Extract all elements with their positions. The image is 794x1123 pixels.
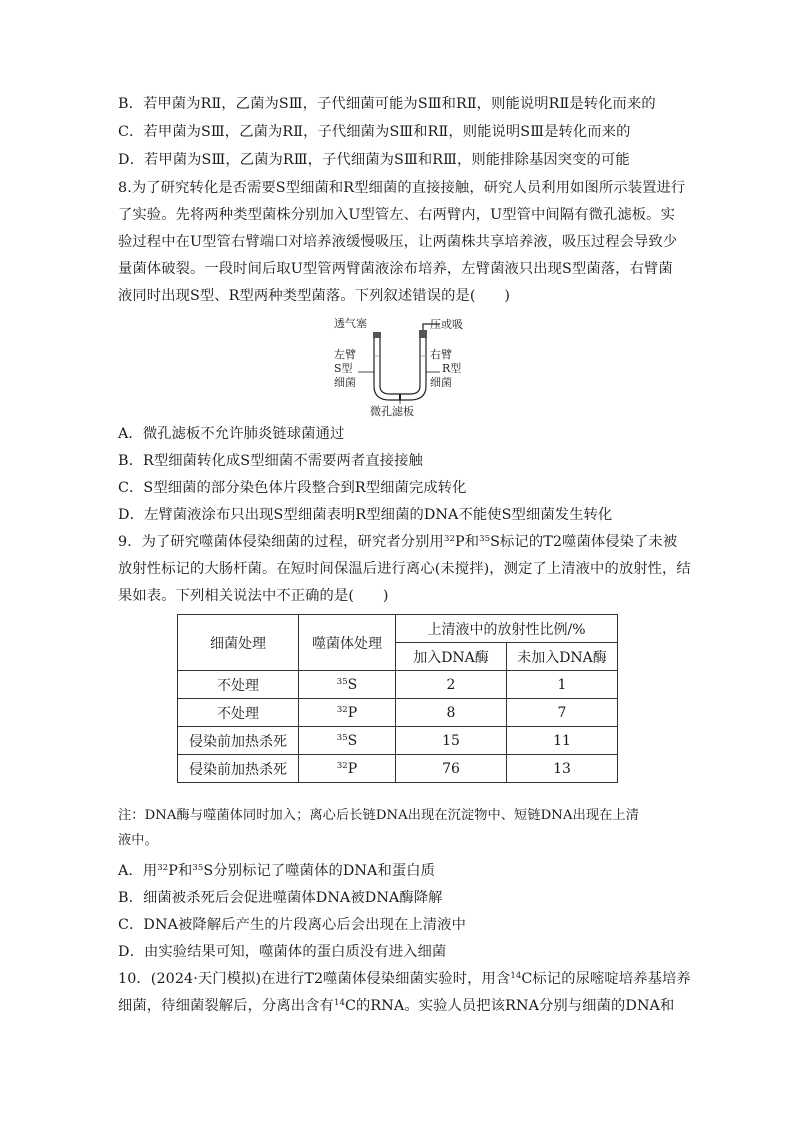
table-cell: 1 [507,671,618,699]
label-left-type: S型 [334,362,353,375]
label-air-plug: 透气塞 [334,317,367,330]
table-cell: 11 [507,727,618,755]
table-cell: 2 [396,671,507,699]
label-right-cell: 细菌 [430,376,452,389]
text: B．R型细菌转化成S型细菌不需要两者直接接触 [118,453,423,469]
text: P和 [168,863,193,879]
text: 了实验。先将两种类型菌株分别加入U型管左、右两臂内，U型管中间隔有微孔滤板。实 [118,207,675,223]
table-cell: 侵染前加热杀死 [178,755,299,783]
table-cell [299,671,396,699]
isotope-mass: 32 [336,760,348,771]
table-header-row [178,615,618,643]
text: D．左臂菌液涂布只出现S型细菌表明R型细菌的DNA不能使S型细菌发生转化 [118,507,613,523]
text: B．若甲菌为RⅡ，乙菌为SⅢ，子代细菌可能为SⅢ和RⅡ，则能说明RⅡ是转化而来的 [118,96,656,112]
option-c-prev [118,122,678,142]
table-row [178,727,618,755]
table-cell: 8 [396,699,507,727]
table-note [118,831,678,851]
table-cell: 13 [507,755,618,783]
question-8-stem [118,232,678,252]
superscript: 14 [510,971,522,981]
label-press-suck: 压或吸 [430,318,463,331]
results-table [177,614,618,783]
label-right-arm: 右臂 [430,348,452,361]
text: 细菌，待细菌裂解后，分离出含有 [118,998,334,1014]
superscript: 32 [443,534,455,544]
table-cell [299,699,396,727]
q8-option-c [118,478,678,498]
text: C．DNA被降解后产生的片段离心后会出现在上清液中 [118,917,466,933]
superscript: 32 [157,863,169,873]
text: 液中。 [118,833,158,848]
table-cell: 15 [396,727,507,755]
q8-option-b [118,451,678,471]
isotope-element: P [347,760,358,777]
question-8-stem [118,178,686,198]
table-cell [299,755,396,783]
header-cell: 加入DNA酶 [396,643,507,671]
q8-option-a [118,424,678,444]
question-9-stem [118,559,691,579]
text: 9．为了研究噬菌体侵染细菌的过程，研究者分别用 [118,534,444,550]
label-left-arm: 左臂 [334,348,356,361]
text: C．S型细菌的部分染色体片段整合到R型细菌完成转化 [118,480,467,496]
header-cell: 细菌处理 [178,615,299,671]
text: 8.为了研究转化是否需要S型细菌和R型细菌的直接接触，研究人员利用如图所示装置进行 [118,180,686,196]
question-9-stem [118,586,678,606]
text: 注：DNA酶与噬菌体同时加入；离心后长链DNA出现在沉淀物中、短链DNA出现在上清 [118,808,640,823]
superscript: 14 [333,998,345,1008]
table-cell: 侵染前加热杀死 [178,727,299,755]
air-plug [373,332,381,338]
label-filter: 微孔滤板 [370,405,414,418]
q9-option-d [118,942,678,962]
label-left-cell: 细菌 [334,376,356,389]
header-cell: 未加入DNA酶 [507,643,618,671]
isotope-mass: 32 [336,704,348,715]
option-d-prev [118,150,678,170]
text: C标记的尿嘧啶培养基培养 [521,971,691,987]
isotope-mass: 35 [336,732,348,743]
table-row [178,699,618,727]
text: 果如表。下列相关说法中不正确的是( ) [118,588,389,604]
superscript: 35 [479,534,491,544]
table-cell [299,727,396,755]
text: D．若甲菌为SⅢ，乙菌为RⅢ，子代细菌为SⅢ和RⅢ，则能排除基因突变的可能 [118,152,630,168]
table-cell: 76 [396,755,507,783]
table-row [178,755,618,783]
text: 放射性标记的大肠杆菌。在短时间保温后进行离心(未搅拌)，测定了上清液中的放射性，结 [118,561,691,577]
question-10-stem [118,969,691,989]
table-cell: 7 [507,699,618,727]
text: 验过程中在U型管右臂端口对培养液缓慢吸压，让两菌株共享培养液，吸压过程会导致少 [118,234,678,250]
isotope-element: S [347,676,358,693]
text: A．用 [118,863,158,879]
text: C的RNA。实验人员把该RNA分别与细菌的DNA和 [344,998,675,1014]
q9-option-b [118,888,678,908]
table-note [118,806,678,826]
isotope-element: S [347,732,358,749]
text: B．细菌被杀死后会促进噬菌体DNA被DNA酶降解 [118,890,443,906]
question-10-stem [118,996,678,1016]
q8-option-d [118,505,678,525]
table-cell: 不处理 [178,671,299,699]
superscript: 35 [192,863,204,873]
question-8-stem [118,205,678,225]
q9-option-c [118,915,678,935]
question-8-stem [118,259,678,279]
port-plug [419,330,427,338]
u-tube-inner [380,338,420,394]
table-cell: 不处理 [178,699,299,727]
header-cell: 上清液中的放射性比例/% [396,615,618,643]
u-tube-diagram [330,316,470,418]
table-row [178,671,618,699]
text: S标记的T2噬菌体侵染了未被 [490,534,678,550]
text: A．微孔滤板不允许肺炎链球菌通过 [118,426,345,442]
header-cell: 噬菌体处理 [299,615,396,671]
text: S分别标记了噬菌体的DNA和蛋白质 [203,863,436,879]
text: P和 [454,534,480,550]
question-9-stem [118,532,678,552]
text: 10．(2024·天门模拟)在进行T2噬菌体侵染细菌实验时，用含 [118,971,511,987]
isotope-mass: 35 [336,676,348,687]
text: 量菌体破裂。一段时间后取U型管两臂菌液涂布培养，左臂菌液只出现S型菌落，右臂菌 [118,261,673,277]
isotope-element: P [347,704,358,721]
question-8-stem [118,286,678,306]
text: D．由实验结果可知，噬菌体的蛋白质没有进入细菌 [118,944,447,960]
q9-option-a [118,861,678,881]
text: C．若甲菌为SⅢ，乙菌为RⅡ，子代细菌为SⅢ和RⅡ，则能说明SⅢ是转化而来的 [118,124,631,140]
text: 液同时出现S型、R型两种类型菌落。下列叙述错误的是( ) [118,288,511,304]
option-b-prev [118,94,678,114]
label-right-type: R型 [442,362,462,375]
